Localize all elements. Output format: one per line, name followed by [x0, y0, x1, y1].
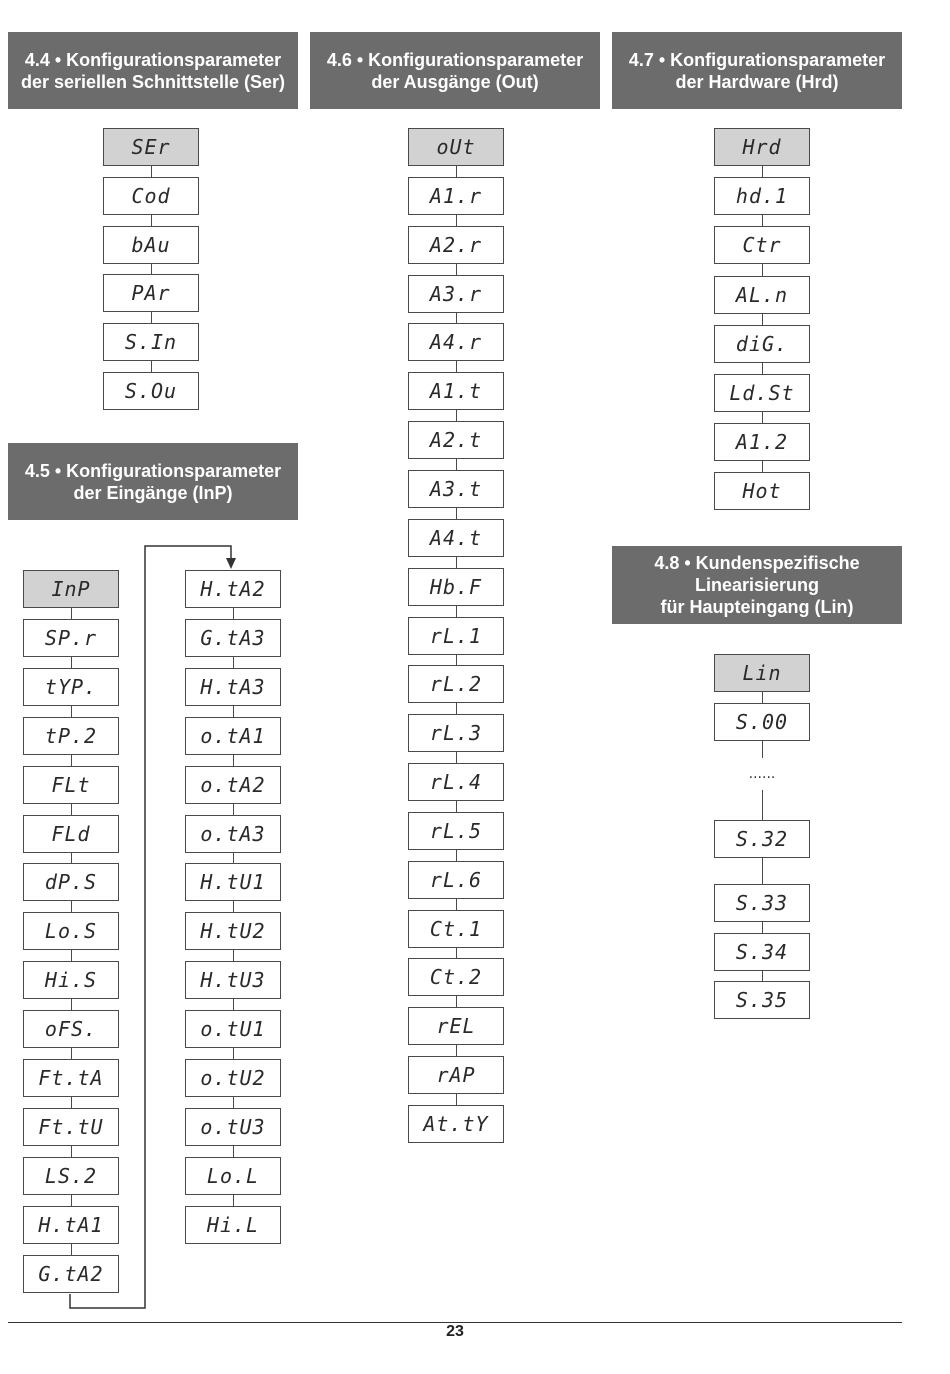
- header-ser-line1: 4.4 • Konfigurationsparameter: [24, 49, 282, 70]
- out-param-box: A3.r: [408, 275, 504, 313]
- inp-param-box: H.tA3: [185, 668, 281, 706]
- hrd-param-box: Ld.St: [714, 374, 810, 412]
- hrd-param-box: Hot: [714, 472, 810, 510]
- header-out-line2: der Ausgänge (Out): [371, 71, 539, 92]
- inp-param-box: H.tA2: [185, 570, 281, 608]
- out-param-box: rL.5: [408, 812, 504, 850]
- lin-param-box: S.32: [714, 820, 810, 858]
- hrd-param-box: Ctr: [714, 226, 810, 264]
- out-param-box: rL.3: [408, 714, 504, 752]
- ser-param-box: S.Ou: [103, 372, 199, 410]
- out-param-box: A1.r: [408, 177, 504, 215]
- out-param-box: Hb.F: [408, 568, 504, 606]
- out-param-box: rL.1: [408, 617, 504, 655]
- out-param-box: A1.t: [408, 372, 504, 410]
- ser-param-box: SEr: [103, 128, 199, 166]
- inp-param-box: o.tU2: [185, 1059, 281, 1097]
- inp-param-box: Lo.L: [185, 1157, 281, 1195]
- lin-param-box: S.35: [714, 981, 810, 1019]
- inp-param-box: dP.S: [23, 863, 119, 901]
- inp-param-box: FLd: [23, 815, 119, 853]
- inp-param-box: G.tA2: [23, 1255, 119, 1293]
- inp-param-box: FLt: [23, 766, 119, 804]
- out-param-box: A2.t: [408, 421, 504, 459]
- ser-param-box: bAu: [103, 226, 199, 264]
- lin-ellipsis: ......: [748, 766, 776, 782]
- header-hrd-line1: 4.7 • Konfigurationsparameter: [628, 49, 886, 70]
- header-out-line1: 4.6 • Konfigurationsparameter: [326, 49, 584, 70]
- header-inp-line2: der Eingänge (InP): [73, 482, 233, 503]
- hrd-param-box: diG.: [714, 325, 810, 363]
- inp-param-box: LS.2: [23, 1157, 119, 1195]
- out-param-box: rAP: [408, 1056, 504, 1094]
- out-param-box: oUt: [408, 128, 504, 166]
- out-param-box: Ct.1: [408, 910, 504, 948]
- inp-param-box: Hi.S: [23, 961, 119, 999]
- lin-param-box: Lin: [714, 654, 810, 692]
- out-param-box: A4.r: [408, 323, 504, 361]
- header-lin-line3: für Haupteingang (Lin): [660, 597, 854, 617]
- out-param-box: A4.t: [408, 519, 504, 557]
- ser-param-box: Cod: [103, 177, 199, 215]
- header-inp-line1: 4.5 • Konfigurationsparameter: [24, 460, 282, 481]
- inp-param-box: H.tU3: [185, 961, 281, 999]
- out-param-box: Ct.2: [408, 958, 504, 996]
- header-hrd-line2: der Hardware (Hrd): [675, 71, 839, 92]
- inp-param-box: tYP.: [23, 668, 119, 706]
- inp-param-box: o.tU3: [185, 1108, 281, 1146]
- inp-param-box: tP.2: [23, 717, 119, 755]
- inp-param-box: o.tA2: [185, 766, 281, 804]
- inp-param-box: SP.r: [23, 619, 119, 657]
- hrd-param-box: Hrd: [714, 128, 810, 166]
- inp-param-box: oFS.: [23, 1010, 119, 1048]
- inp-param-box: Ft.tU: [23, 1108, 119, 1146]
- lin-param-box: S.33: [714, 884, 810, 922]
- out-param-box: A2.r: [408, 226, 504, 264]
- inp-param-box: InP: [23, 570, 119, 608]
- hrd-param-box: hd.1: [714, 177, 810, 215]
- header-lin-line2: Linearisierung: [694, 575, 820, 595]
- header-ser-line2: der seriellen Schnittstelle (Ser): [20, 71, 286, 92]
- inp-param-box: o.tA3: [185, 815, 281, 853]
- header-lin-line1: 4.8 • Kundenspezifische: [654, 553, 860, 573]
- inp-param-box: H.tA1: [23, 1206, 119, 1244]
- inp-param-box: Hi.L: [185, 1206, 281, 1244]
- inp-param-box: o.tA1: [185, 717, 281, 755]
- inp-param-box: Lo.S: [23, 912, 119, 950]
- lin-param-box: S.00: [714, 703, 810, 741]
- ser-param-box: S.In: [103, 323, 199, 361]
- out-param-box: At.tY: [408, 1105, 504, 1143]
- ser-param-box: PAr: [103, 274, 199, 312]
- inp-param-box: Ft.tA: [23, 1059, 119, 1097]
- lin-param-box: S.34: [714, 933, 810, 971]
- out-param-box: rL.4: [408, 763, 504, 801]
- out-param-box: rL.2: [408, 665, 504, 703]
- page-number: 23: [446, 1323, 464, 1340]
- inp-param-box: H.tU1: [185, 863, 281, 901]
- out-param-box: A3.t: [408, 470, 504, 508]
- hrd-param-box: AL.n: [714, 276, 810, 314]
- inp-param-box: G.tA3: [185, 619, 281, 657]
- inp-param-box: H.tU2: [185, 912, 281, 950]
- inp-param-box: o.tU1: [185, 1010, 281, 1048]
- out-param-box: rEL: [408, 1007, 504, 1045]
- hrd-param-box: A1.2: [714, 423, 810, 461]
- out-param-box: rL.6: [408, 861, 504, 899]
